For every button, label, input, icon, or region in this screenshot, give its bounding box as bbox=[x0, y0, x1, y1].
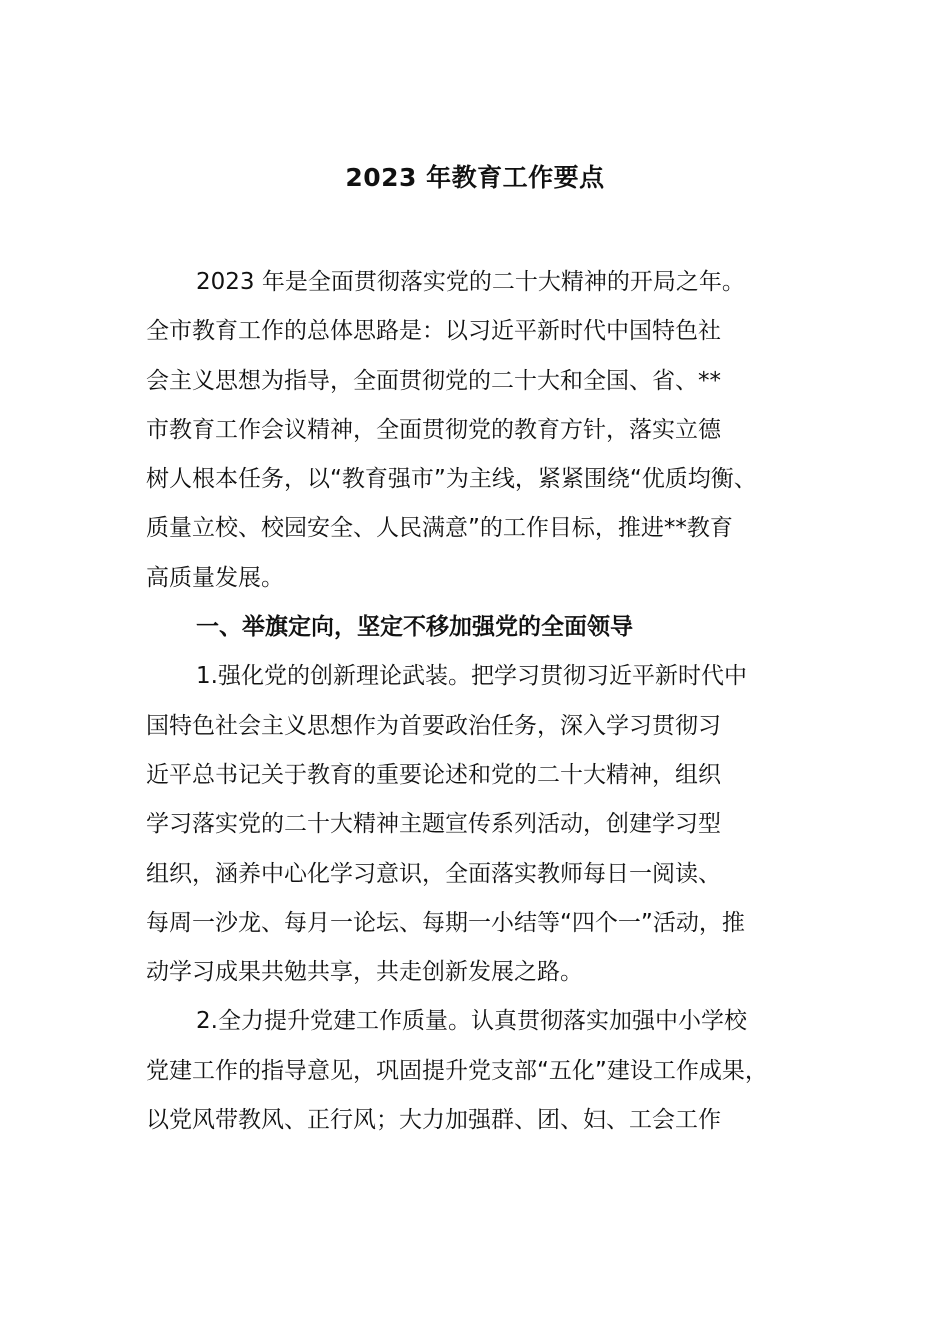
paragraph-line: 高质量发展。 bbox=[146, 564, 284, 591]
paragraph-line: 国特色社会主义思想作为首要政治任务，深入学习贯彻习 bbox=[146, 712, 721, 739]
paragraph-line: 以党风带教风、正行风；大力加强群、团、妇、工会工作 bbox=[146, 1107, 721, 1134]
paragraph-line: 会主义思想为指导，全面贯彻党的二十大和全国、省、** bbox=[146, 367, 721, 394]
document-body bbox=[146, 258, 826, 1145]
paragraph-line: 树人根本任务，以“教育强市”为主线，紧紧围绕“优质均衡、 bbox=[146, 466, 757, 493]
paragraph-line: 全市教育工作的总体思路是：以习近平新时代中国特色社 bbox=[146, 318, 721, 345]
paragraph-line: 2.全力提升党建工作质量。认真贯彻落实加强中小学校 bbox=[196, 1008, 747, 1035]
paragraph-line: 动学习成果共勉共享，共走创新发展之路。 bbox=[146, 959, 583, 986]
paragraph-line: 组织，涵养中心化学习意识，全面落实教师每日一阅读、 bbox=[146, 860, 721, 887]
paragraph-line: 2023 年是全面贯彻落实党的二十大精神的开局之年。 bbox=[196, 269, 745, 295]
paragraph-line: 每周一沙龙、每月一论坛、每期一小结等“四个一”活动，推 bbox=[146, 909, 745, 936]
paragraph-line: 近平总书记关于教育的重要论述和党的二十大精神，组织 bbox=[146, 761, 721, 788]
paragraph-line: 学习落实党的二十大精神主题宣传系列活动，创建学习型 bbox=[146, 811, 721, 838]
section-heading: 一、举旗定向，坚定不移加强党的全面领导 bbox=[196, 614, 633, 641]
paragraph-line: 市教育工作会议精神，全面贯彻党的教育方针，落实立德 bbox=[146, 416, 721, 443]
paragraph-line: 质量立校、校园安全、人民满意”的工作目标，推进**教育 bbox=[146, 515, 733, 542]
document-title: 2023 年教育工作要点 bbox=[345, 163, 605, 192]
paragraph-line: 党建工作的指导意见，巩固提升党支部“五化”建设工作成果， bbox=[146, 1057, 768, 1084]
paragraph-line: 1.强化党的创新理论武装。把学习贯彻习近平新时代中 bbox=[196, 663, 747, 690]
